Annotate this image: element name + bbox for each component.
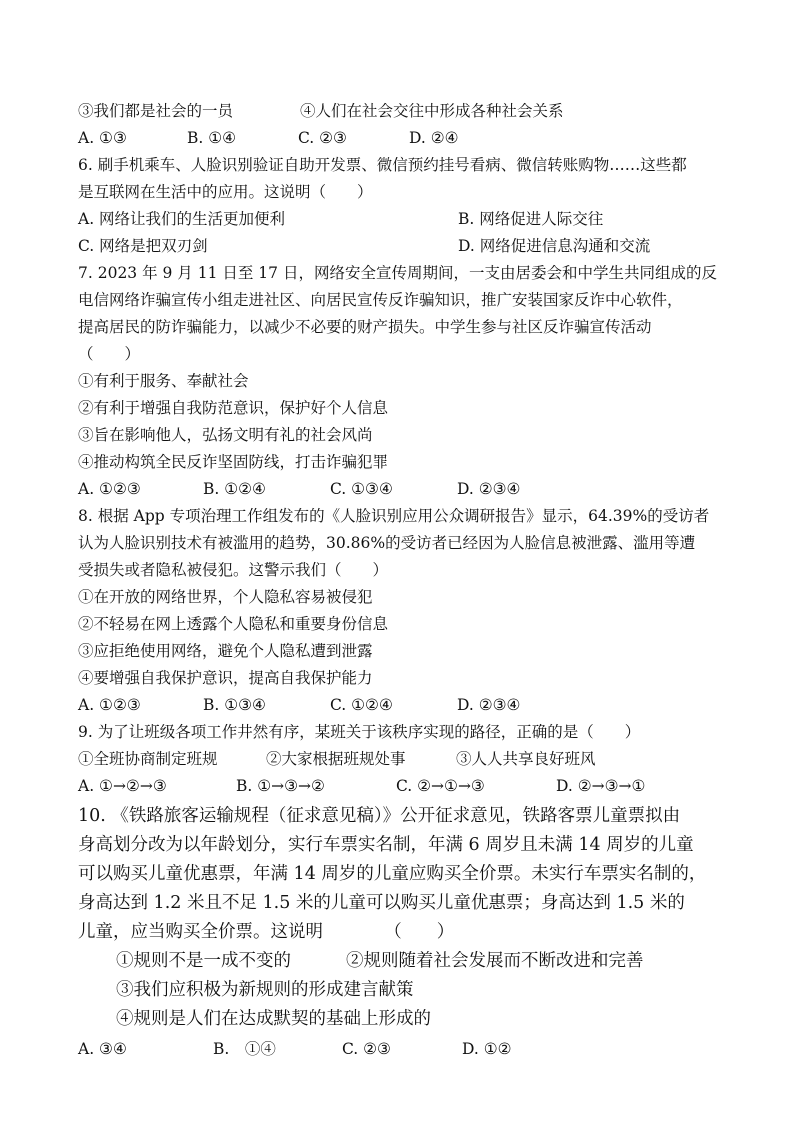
q10-option-d: D. ①② (462, 1040, 512, 1058)
q5-option-a: A. ①③ (78, 129, 127, 147)
q8-statement-2: ②不轻易在网上透露个人隐私和重要身份信息 (78, 615, 389, 633)
q8-stem-line-1: 8. 根据 App 专项治理工作组发布的《人脸识别应用公众调研报告》显示，64.39%的受访者 (78, 507, 710, 525)
q10-statements-row-1 (116, 946, 644, 976)
q8-statement-4: ④要增强自我保护意识，提高自我保护能力 (78, 669, 373, 687)
q9-option-a: A. ①→②→③ (78, 777, 167, 795)
q8-option-b: B. ①③④ (203, 696, 266, 714)
q7-statement-3: ③旨在影响他人，弘扬文明有礼的社会风尚 (78, 426, 373, 444)
q9-options (78, 773, 646, 799)
q8-options (78, 692, 521, 718)
q6-option-a: A. 网络让我们的生活更加便利 (78, 210, 286, 228)
q5-statement-3: ③我们都是社会的一员 (78, 102, 234, 120)
q8-stem-line-3: 受损失或者隐私被侵犯。这警示我们（ ） (78, 561, 389, 579)
q9-statements-row (78, 746, 596, 772)
q5-option-d: D. ②④ (409, 129, 459, 147)
q6-options-row-2 (78, 233, 651, 259)
q9-option-d: D. ②→③→① (556, 777, 646, 795)
q5-statement-4: ④人们在社会交往中形成各种社会关系 (300, 102, 564, 120)
q7-option-a: A. ①②③ (78, 480, 141, 498)
q7-option-c: C. ①③④ (330, 480, 393, 498)
q10-stem-line-1: 10. 《铁路旅客运输规程（征求意见稿）》公开征求意见，铁路客票儿童票拟由 (78, 806, 681, 826)
q8-stem-line-2: 认为人脸识别技术有被滥用的趋势，30.86%的受访者已经因为人脸信息被泄露、滥用等遭 (78, 534, 696, 552)
q6-options-row-1 (78, 206, 604, 232)
q7-stem-line-1: 7. 2023 年 9 月 11 日至 17 日，网络安全宣传周期间，一支由居委会和中学生共同组成的反 (78, 264, 717, 282)
q7-stem-line-3: 提高居民的防诈骗能力，以减少不必要的财产损失。中学生参与社区反诈骗宣传活动 (78, 318, 652, 336)
q10-statement-1: ①规则不是一成不变的 (116, 951, 291, 971)
q5-option-b: B. ①④ (187, 129, 237, 147)
q8-option-c: C. ①②④ (330, 696, 393, 714)
q10-stem-line-2: 身高划分改为以年龄划分，实行车票实名制，年满 6 周岁且未满 14 周岁的儿童 (78, 835, 694, 855)
q9-statement-3: ③人人共享良好班风 (456, 750, 596, 768)
q5-statements-row (78, 98, 564, 124)
q9-option-c: C. ②→①→③ (396, 777, 485, 795)
q10-option-b: B. ①④ (213, 1040, 276, 1058)
q7-answer-bracket: （ ） (78, 345, 141, 363)
q7-options (78, 476, 521, 502)
q7-option-d: D. ②③④ (457, 480, 521, 498)
q6-stem-line-2: 是互联网在生活中的应用。这说明（ ） (78, 183, 373, 201)
q10-options (78, 1036, 512, 1062)
q7-statement-1: ①有利于服务、奉献社会 (78, 372, 249, 390)
q7-stem-line-2: 电信网络诈骗宣传小组走进社区、向居民宣传反诈骗知识，推广安装国家反诈中心软件， (78, 291, 683, 309)
q5-options (78, 125, 459, 151)
q9-stem-line-1: 9. 为了让班级各项工作井然有序，某班关于该秩序实现的路径，正确的是（ ） (78, 723, 641, 741)
q9-statement-2: ②大家根据班规处事 (266, 750, 406, 768)
q7-option-b: B. ①②④ (203, 480, 266, 498)
q6-option-b: B. 网络促进人际交往 (458, 210, 604, 228)
q6-option-c: C. 网络是把双刃剑 (78, 237, 208, 255)
q10-stem-line-5: 儿童，应当购买全价票。这说明 （ ） (78, 922, 455, 942)
q10-statement-4: ④规则是人们在达成默契的基础上形成的 (116, 1009, 431, 1029)
q10-option-a: A. ③④ (78, 1040, 127, 1058)
q8-option-a: A. ①②③ (78, 696, 141, 714)
q9-option-b: B. ①→③→② (236, 777, 325, 795)
q6-option-d: D. 网络促进信息沟通和交流 (458, 237, 651, 255)
q5-option-c: C. ②③ (298, 129, 347, 147)
q8-statement-1: ①在开放的网络世界，个人隐私容易被侵犯 (78, 588, 373, 606)
q8-option-d: D. ②③④ (457, 696, 521, 714)
q10-statement-2: ②规则随着社会发展而不断改进和完善 (346, 951, 644, 971)
q7-statement-2: ②有利于增强自我防范意识，保护好个人信息 (78, 399, 389, 417)
q6-stem-line-1: 6. 刷手机乘车、人脸识别验证自助开发票、微信预约挂号看病、微信转账购物……这些都 (78, 156, 687, 174)
q7-statement-4: ④推动构筑全民反诈坚固防线，打击诈骗犯罪 (78, 453, 389, 471)
q10-option-c: C. ②③ (342, 1040, 391, 1058)
q10-stem-line-3: 可以购买儿童优惠票，年满 14 周岁的儿童应购买全价票。未实行车票实名制的， (78, 864, 707, 884)
q10-stem-line-4: 身高达到 1.2 米且不足 1.5 米的儿童可以购买儿童优惠票；身高达到 1.5 米的 (78, 893, 685, 913)
q8-statement-3: ③应拒绝使用网络，避免个人隐私遭到泄露 (78, 642, 373, 660)
q9-statement-1: ①全班协商制定班规 (78, 750, 218, 768)
q10-statement-3: ③我们应积极为新规则的形成建言献策 (116, 980, 414, 1000)
